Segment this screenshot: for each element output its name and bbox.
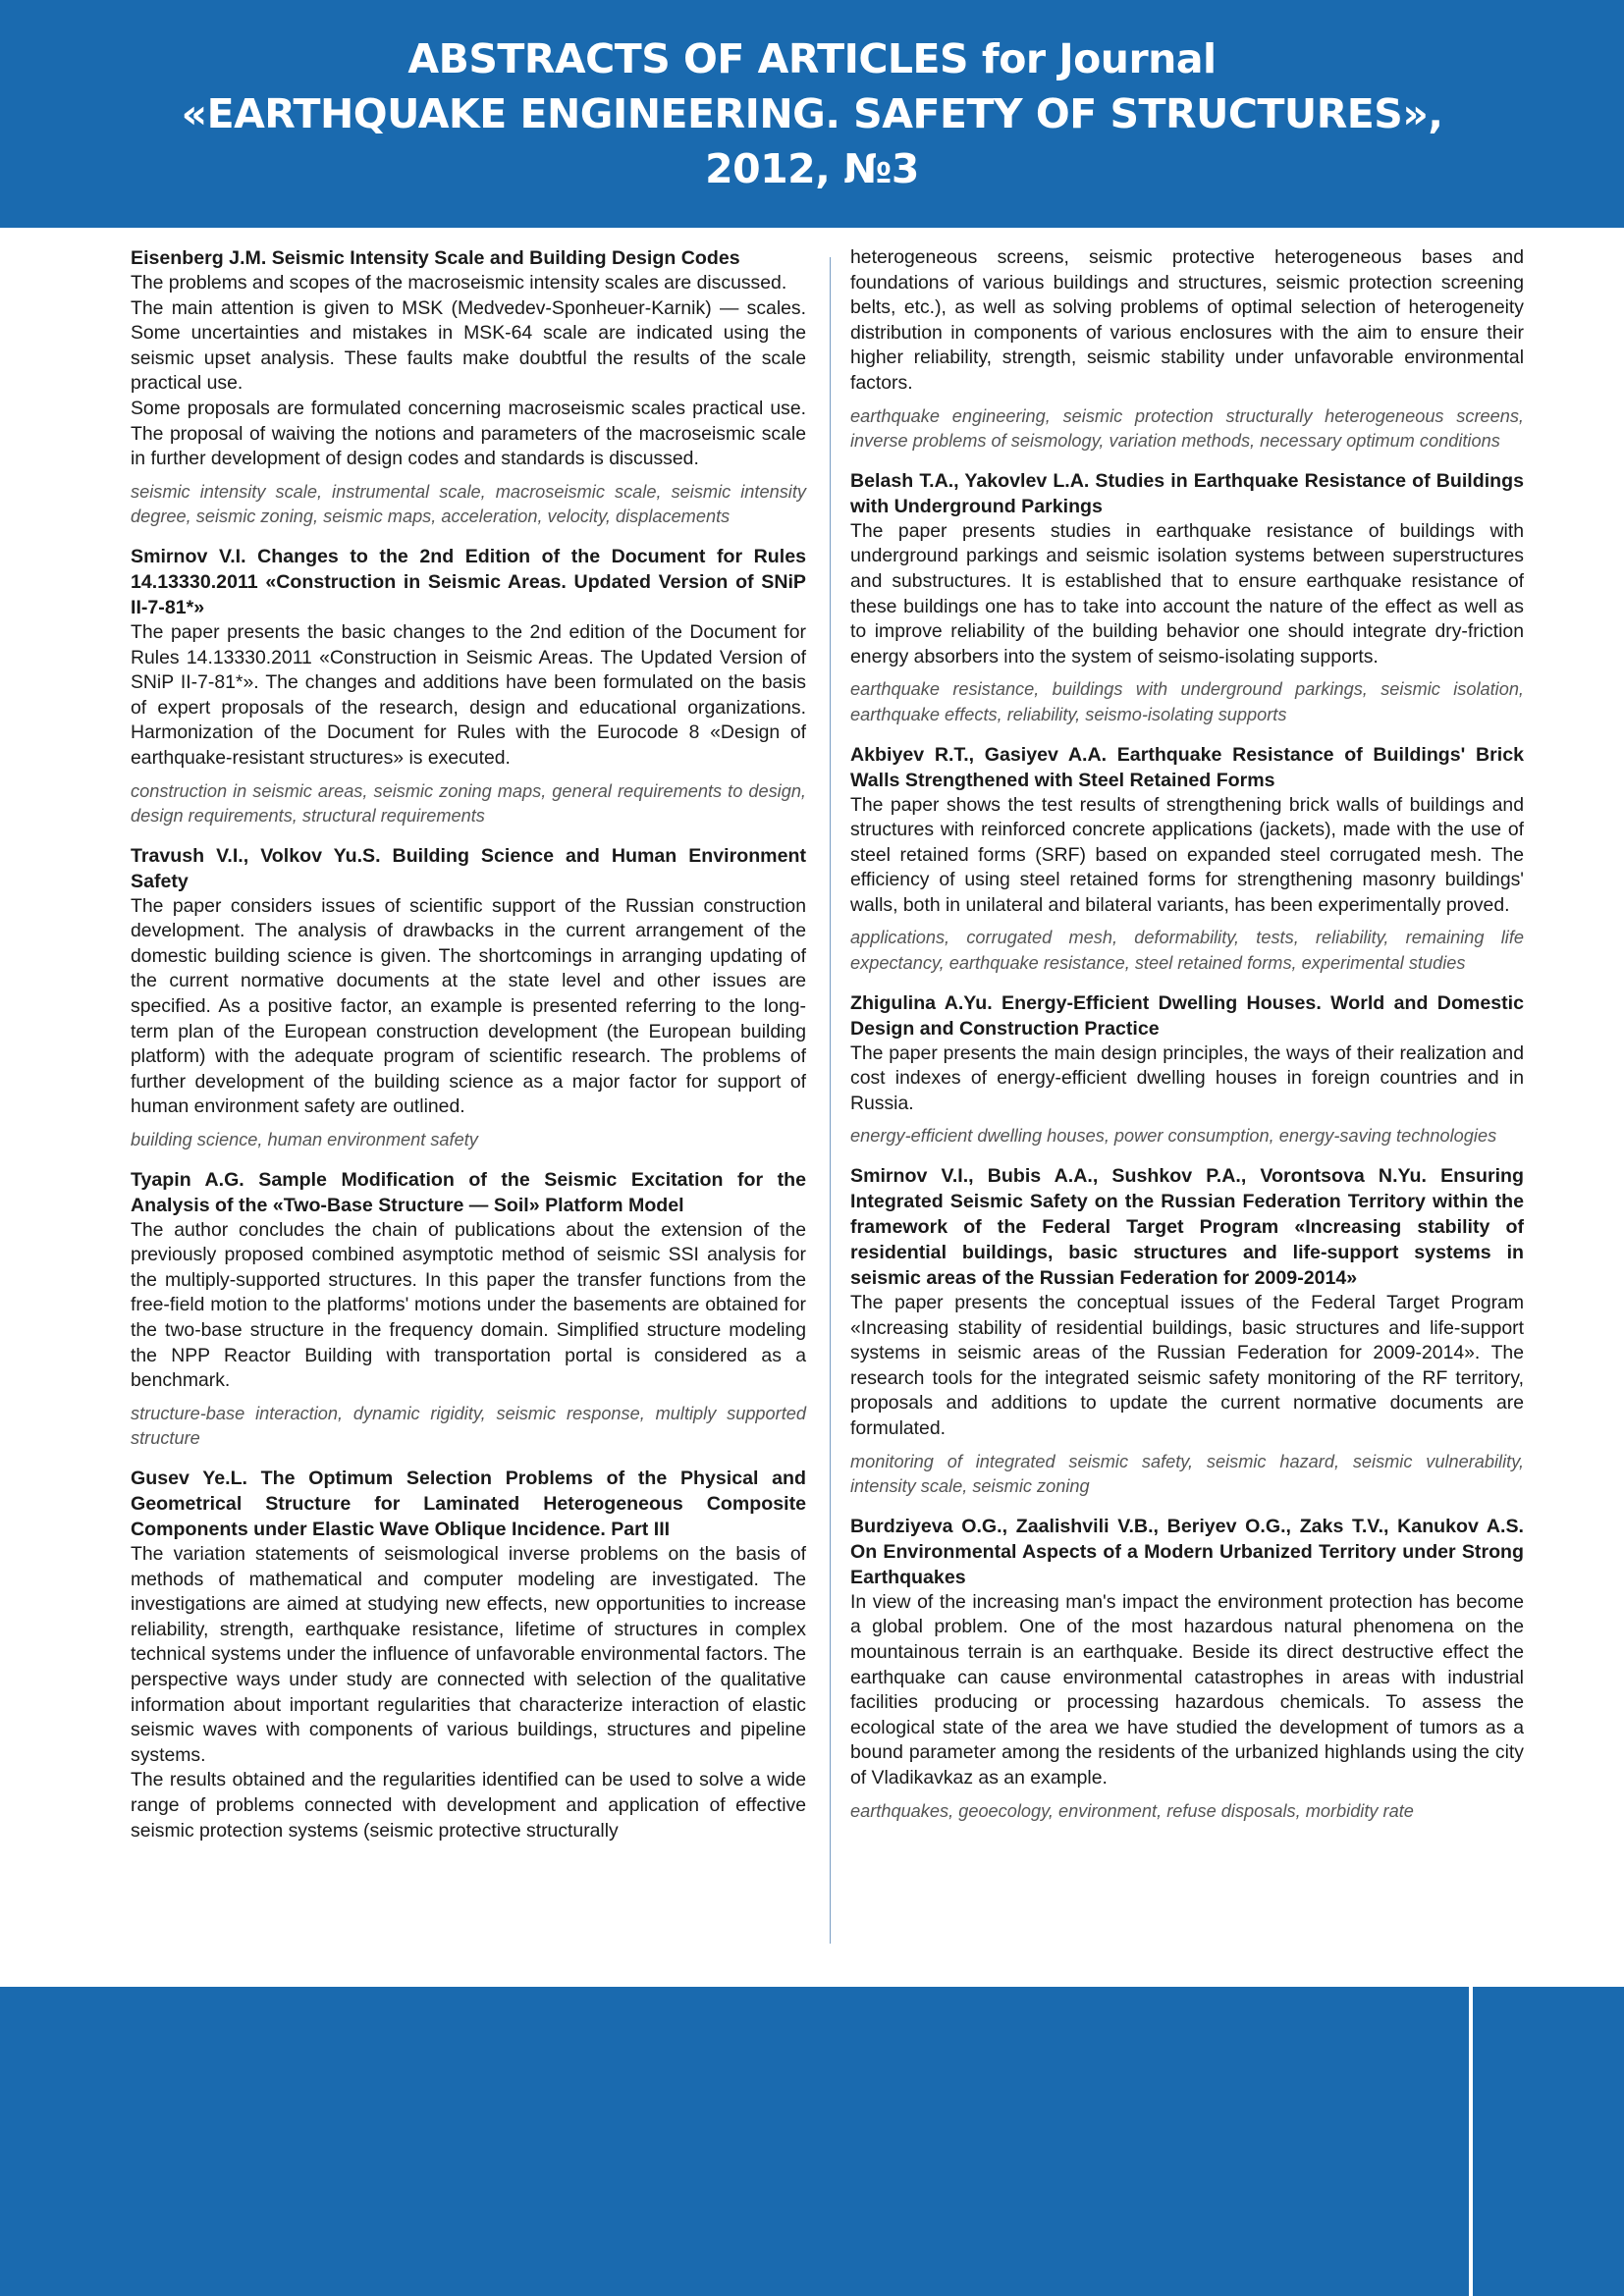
abstract-paragraph: The paper considers issues of scientific support of the Russian construction development. The analysis of drawbacks in the current arrangement of the domestic building science is given. The shortcomings in arranging updating of the current normative documents at the state level and other issues are specified. As a positive factor, an example is presented referring to the long-term plan of the European construction development (the European building platform) with the adequate program of scientific research. The problems of further development of the building science as a major factor for support of human environment safety are outlined. bbox=[131, 894, 806, 1118]
abstract-paragraph: The variation statements of seismological inverse problems on the basis of methods of mathematical and computer modeling are investigated. The investigations are aimed at studying new effects, new opportunities to increase reliability, strength, earthquake resistance, lifetime of structures in complex technical systems under the influence of unfavorable environmental factors. The perspective ways under study are connected with selection of the qualitative information about important regularities that characterize interaction of elastic seismic waves with components of various buildings, structures and pipeline systems. bbox=[131, 1542, 806, 1766]
abstract-paragraph: The paper shows the test results of strengthening brick walls of buildings and structures with reinforced concrete applications (jackets), made with the use of steel retained forms (SRF) based on expanded steel corrugated mesh. The efficiency of using steel retained forms for strengthening masonry buildings' walls, both in unilateral and bilateral variants, has been experimentally proved. bbox=[850, 793, 1524, 916]
article bbox=[850, 742, 1524, 977]
article-title: Smirnov V.I. Changes to the 2nd Edition of the Document for Rules 14.13330.2011 «Construction in Seismic Areas. Updated Version of SNiP II-7-81*» bbox=[131, 545, 806, 618]
article-keywords: structure-base interaction, dynamic rigidity, seismic response, multiply supported structure bbox=[131, 1403, 806, 1449]
article-keywords: building science, human environment safety bbox=[131, 1130, 478, 1150]
article-title: Smirnov V.I., Bubis A.A., Sushkov P.A., Vorontsova N.Yu. Ensuring Integrated Seismic Safety on the Russian Federation Territory within the framework of the Federal Target Program «Increasing stability of residential buildings, basic structures and life-support systems in seismic areas of the Russian Federation for 2009-2014» bbox=[850, 1165, 1524, 1290]
left-column bbox=[131, 245, 806, 1857]
article-keywords: applications, corrugated mesh, deformability, tests, reliability, remaining life expectancy, earthquake resistance, steel retained forms, experimental studies bbox=[850, 928, 1524, 974]
abstract-paragraph: The paper presents the main design principles, the ways of their realization and cost indexes of energy-efficient dwelling houses in foreign countries and in Russia. bbox=[850, 1041, 1524, 1114]
article-abstract bbox=[850, 793, 1524, 919]
abstract-paragraph: In view of the increasing man's impact the environment protection has become a global problem. One of the most hazardous natural phenomena on the mountainous terrain is an earthquake. Beside its direct destructive effect the earthquake can cause environmental catastrophes in areas with industrial facilities producing or processing hazardous chemicals. To assess the ecological state of the area we have studied the development of tumors as a bound parameter among the residents of the urbanized highlands using the city of Vladikavkaz as an example. bbox=[850, 1590, 1524, 1789]
article bbox=[850, 990, 1524, 1149]
abstract-paragraph: Some proposals are formulated concerning macroseismic scales practical use. The proposal of waiving the notions and parameters of the macroseismic scale in further development of design codes and standards is discussed. bbox=[131, 397, 806, 470]
article bbox=[850, 1514, 1524, 1824]
article-keywords: seismic intensity scale, instrumental scale, macroseismic scale, seismic intensity degree, seismic zoning, seismic maps, acceleration, velocity, displacements bbox=[131, 481, 806, 527]
article-abstract bbox=[131, 620, 806, 772]
header-title-line-2: «EARTHQUAKE ENGINEERING. SAFETY OF STRUCTURES», bbox=[181, 90, 1443, 137]
article-title: Tyapin A.G. Sample Modification of the Seismic Excitation for the Analysis of the «Two-Base Structure — Soil» Platform Model bbox=[131, 1168, 806, 1216]
article-keywords: earthquake resistance, buildings with underground parkings, seismic isolation, earthquake effects, reliability, seismo-isolating supports bbox=[850, 679, 1524, 724]
article-abstract bbox=[131, 271, 806, 472]
article-abstract bbox=[850, 245, 1524, 397]
abstract-paragraph: The problems and scopes of the macroseismic intensity scales are discussed. bbox=[131, 272, 787, 294]
article-title: Belash T.A., Yakovlev L.A. Studies in Earthquake Resistance of Buildings with Underground Parkings bbox=[850, 469, 1524, 517]
article bbox=[850, 245, 1524, 454]
header-title-line-3: 2012, №3 bbox=[705, 145, 919, 192]
page-header bbox=[0, 0, 1624, 228]
article-abstract bbox=[850, 1590, 1524, 1791]
abstract-paragraph: The paper presents the basic changes to the 2nd edition of the Document for Rules 14.13330.2011 «Construction in Seismic Areas. The Updated Version of SNiP II-7-81*». The changes and additions have been formulated on the basis of expert proposals of the research, design and educational organizations. Harmonization of the Document for Rules with the Eurocode 8 «Design of earthquake-resistant structures» is executed. bbox=[131, 620, 806, 769]
abstract-paragraph: The paper presents the conceptual issues of the Federal Target Program «Increasing stability of residential buildings, basic structures and life-support systems in seismic areas of the Russian Federation for 2009-2014». The research tools for the integrated seismic safety monitoring of the RF territory, proposals and additions to update the current normative documents are formulated. bbox=[850, 1292, 1524, 1439]
article-title: Zhigulina A.Yu. Energy-Efficient Dwelling Houses. World and Domestic Design and Construction Practice bbox=[850, 991, 1524, 1040]
footer-divider bbox=[1469, 1987, 1473, 2296]
article bbox=[850, 1163, 1524, 1500]
article-title: Gusev Ye.L. The Optimum Selection Problems of the Physical and Geometrical Structure for Laminated Heterogeneous Composite Components under Elastic Wave Oblique Incidence. Part III bbox=[131, 1467, 806, 1540]
column-divider bbox=[830, 257, 831, 1944]
abstract-paragraph: The paper presents studies in earthquake resistance of buildings with underground parkings and seismic isolation systems between superstructures and substructures. It is established that to ensure earthquake resistance of these buildings one has to take into account the nature of the effect as well as to improve reliability of the building behavior one should integrate dry-friction energy absorbers into the system of seismo-isolating supports. bbox=[850, 519, 1524, 667]
abstract-paragraph: heterogeneous screens, seismic protective heterogeneous bases and foundations of various buildings and structures, seismic protection screening belts, etc.), as well as solving problems of optimal selection of heterogeneity distribution in components of various enclosures with the aim to ensure their higher reliability, strength, seismic stability under unfavorable environmental factors. bbox=[850, 246, 1524, 394]
header-title-line-1: ABSTRACTS OF ARTICLES for Journal bbox=[407, 35, 1217, 82]
article-keywords: construction in seismic areas, seismic zoning maps, general requirements to design, design requirements, structural requirements bbox=[131, 780, 806, 827]
article-abstract bbox=[850, 1041, 1524, 1117]
abstract-paragraph: The results obtained and the regularities identified can be used to solve a wide range of problems connected with development and application of effective seismic protection systems (seismic protective structurally bbox=[131, 1769, 806, 1842]
article bbox=[131, 843, 806, 1153]
article bbox=[131, 245, 806, 530]
article-title: Burdziyeva O.G., Zaalishvili V.B., Beriyev O.G., Zaks T.V., Kanukov A.S. On Environmental Aspects of a Modern Urbanized Territory under Strong Earthquakes bbox=[850, 1515, 1524, 1588]
article-abstract bbox=[850, 519, 1524, 670]
article bbox=[131, 1167, 806, 1452]
article-title: Eisenberg J.M. Seismic Intensity Scale and Building Design Codes bbox=[131, 247, 740, 269]
article bbox=[850, 468, 1524, 728]
article-abstract bbox=[131, 894, 806, 1120]
article-keywords: earthquakes, geoecology, environment, refuse disposals, morbidity rate bbox=[850, 1800, 1414, 1821]
article-title: Akbiyev R.T., Gasiyev A.A. Earthquake Resistance of Buildings' Brick Walls Strengthened with Steel Retained Forms bbox=[850, 743, 1524, 791]
article-title: Travush V.I., Volkov Yu.S. Building Science and Human Environment Safety bbox=[131, 844, 806, 892]
abstract-paragraph: The author concludes the chain of publications about the extension of the previously proposed combined asymptotic method of seismic SSI analysis for the multiply-supported structures. In this paper the transfer functions from the free-field motion to the platforms' motions under the basements are obtained for the two-base structure in the frequency domain. Simplified structure modeling the NPP Reactor Building with transportation portal is considered as a benchmark. bbox=[131, 1218, 806, 1392]
article bbox=[131, 544, 806, 829]
right-column bbox=[850, 245, 1524, 1838]
article-abstract bbox=[850, 1291, 1524, 1442]
article-abstract bbox=[131, 1542, 806, 1843]
article-keywords: energy-efficient dwelling houses, power consumption, energy-saving technologies bbox=[850, 1126, 1497, 1147]
abstract-paragraph: The main attention is given to MSK (Medvedev-Sponheuer-Karnik) — scales. Some uncertainties and mistakes in MSK-64 scale are indicated using the seismic upset analysis. These faults make doubtful the results of the scale practical use. bbox=[131, 296, 806, 395]
article bbox=[131, 1466, 806, 1843]
article-keywords: monitoring of integrated seismic safety, seismic hazard, seismic vulnerability, intensity scale, seismic zoning bbox=[850, 1451, 1524, 1497]
page-footer-band bbox=[0, 1987, 1624, 2296]
article-keywords: earthquake engineering, seismic protection structurally heterogeneous screens, inverse problems of seismology, variation methods, necessary optimum conditions bbox=[850, 405, 1524, 452]
article-abstract bbox=[131, 1218, 806, 1394]
